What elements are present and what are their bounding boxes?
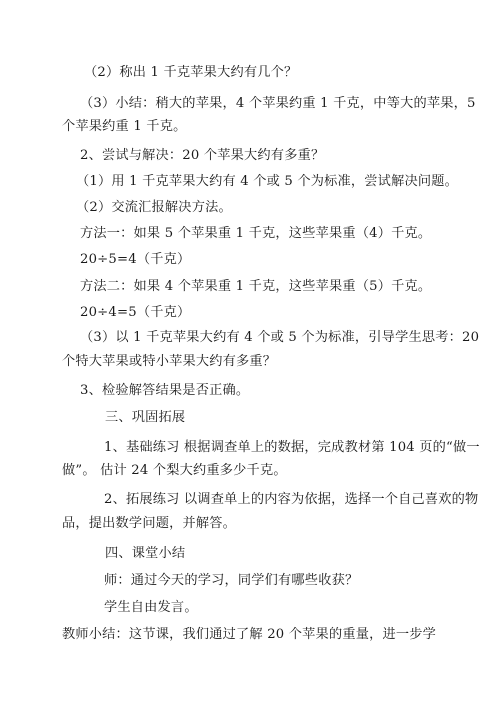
text-line: 做”。 估计 24 个梨大约重多少千克。 [62, 463, 287, 478]
text-line: 个苹果约重 1 千克。 [62, 119, 187, 134]
text-line: 20÷5=4（千克） [80, 252, 191, 267]
text-line: 个特大苹果或特小苹果大约有多重？ [62, 354, 277, 369]
text-line: （3）小结：稍大的苹果，4 个苹果约重 1 千克，中等大的苹果，5 [80, 96, 476, 111]
text-line: 方法二：如果 4 个苹果重 1 千克，这些苹果重（5）千克。 [80, 279, 432, 294]
text-line: 师：通过今天的学习，同学们有哪些收获？ [104, 573, 359, 588]
text-line: 1、基础练习 根据调查单上的数据，完成教材第 104 页的“做一 [104, 440, 480, 455]
text-line: 教师小结：这节课，我们通过了解 20 个苹果的重量，进一步学 [62, 627, 437, 642]
text-line: 2、拓展练习 以调查单上的内容为依据，选择一个自己喜欢的物 [104, 492, 479, 507]
text-line: 2、尝试与解决：20 个苹果大约有多重？ [80, 148, 325, 163]
text-line: 学生自由发言。 [104, 600, 198, 615]
text-line: 3、检验解答结果是否正确。 [80, 383, 250, 398]
section-heading: 四、课堂小结 [105, 546, 186, 561]
text-line: 品，提出数学问题，并解答。 [62, 516, 237, 531]
text-line: 方法一：如果 5 个苹果重 1 千克，这些苹果重（4）千克。 [80, 226, 432, 241]
text-line: （3）以 1 千克苹果大约有 4 个或 5 个为标准，引导学生思考：20 [80, 330, 480, 345]
text-line: （1）用 1 千克苹果大约有 4 个或 5 个为标准，尝试解决问题。 [76, 174, 459, 189]
text-line: （2）称出 1 千克苹果大约有几个？ [84, 65, 298, 80]
text-line: （2）交流汇报解决方法。 [76, 200, 232, 215]
text-line: 20÷4=5（千克） [80, 305, 191, 320]
section-heading: 三、巩固拓展 [105, 410, 186, 425]
